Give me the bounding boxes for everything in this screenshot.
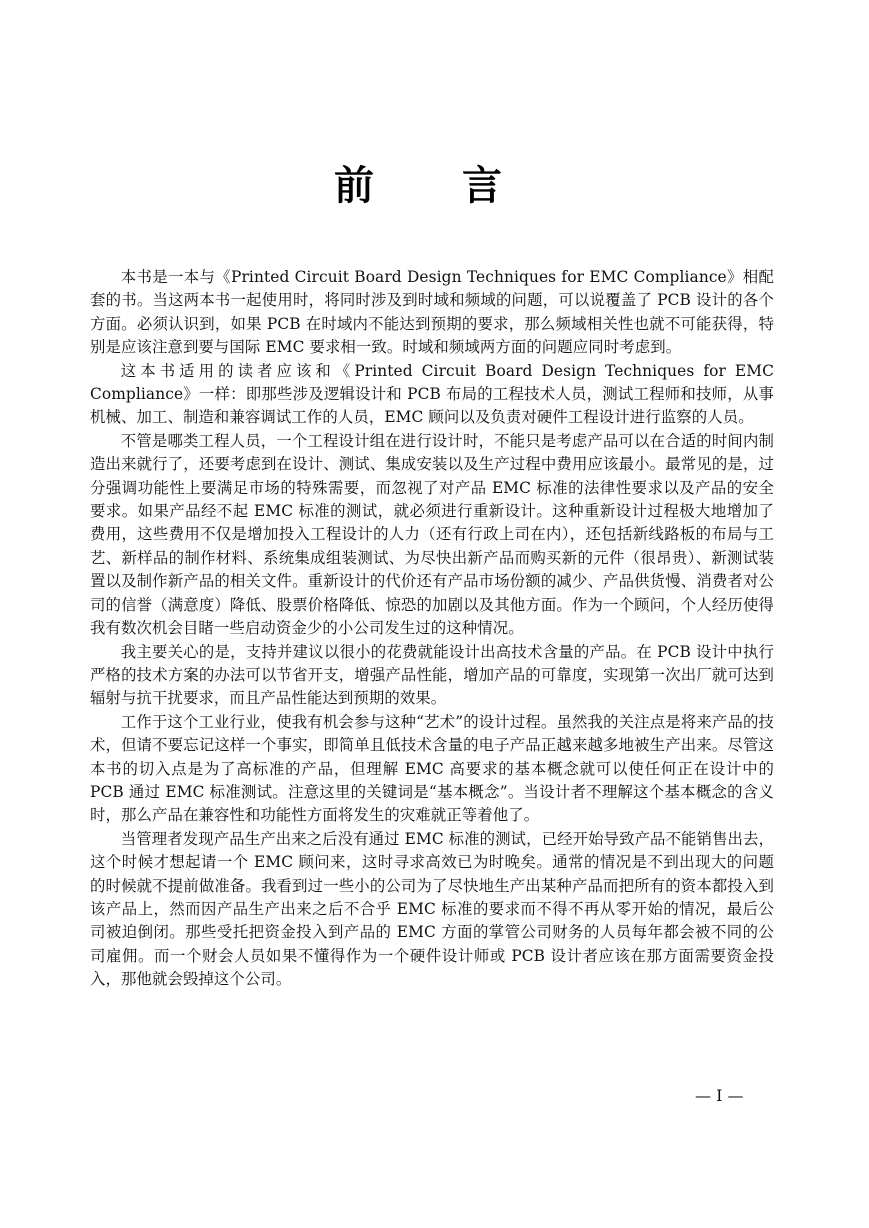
paragraph-3: 不管是哪类工程人员，一个工程设计组在进行设计时，不能只是考虑产品可以在合适的时间内制造出来就行了，还要考虑到在设计、测试、集成安装以及生产过程中费用应该最小。最常见的是，过分强调功能性上要满足市场的特殊需要，而忽视了对产品 EMC 标准的法律性要求以及产品的安全要求。如果产品经不起 EMC 标准的测试，就必须进行重新设计。这种重新设计过程极大地增加了费用，这些费用不仅是增加投入工程设计的人力（还有行政上司在内），还包括新线路板的布局与工艺、新样品的制作材料、系统集成组装测试、为尽快出新产品而购买新的元件（很昂贵）、新测试装置以及制作新产品的相关文件。重新设计的代价还有产品市场份额的减少、产品供货慢、消费者对公司的信誉（满意度）降低、股票价格降低、惊恐的加剧以及其他方面。作为一个顾问，个人经历使得我有数次机会目睹一些启动资金少的小公司发生过的这种情况。: [90, 431, 774, 638]
preface-body: [90, 266, 774, 992]
title-char-2: 言: [462, 163, 502, 209]
page-title: [0, 156, 869, 216]
paragraph-1: 本书是一本与《Printed Circuit Board Design Techniques for EMC Compliance》相配套的书。当这两本书一起使用时，将同时涉及到时域和频域的问题，可以说覆盖了 PCB 设计的各个方面。必须认识到，如果 PCB 在时域内不能达到预期的要求，那么频域相关性也就不可能获得，特别是应该注意到要与国际 EMC 要求相一致。时域和频域两方面的问题应同时考虑到。: [90, 268, 774, 357]
paragraph-6: 当管理者发现产品生产出来之后没有通过 EMC 标准的测试，已经开始导致产品不能销售出去，这个时候才想起请一个 EMC 顾问来，这时寻求高效已为时晚矣。通常的情况是不到出现大的问题的时候就不提前做准备。我看到过一些小的公司为了尽快地生产出某种产品而把所有的资本都投入到该产品上，然而因产品生产出来之后不合乎 EMC 标准的要求而不得不再从零开始的情况，最后公司被迫倒闭。那些受托把资金投入到产品的 EMC 方面的掌管公司财务的人员每年都会被不同的公司雇佣。而一个财会人员如果不懂得作为一个硬件设计师或 PCB 设计者应该在那方面需要资金投入，那他就会毁掉这个公司。: [90, 829, 774, 989]
title-char-1: 前: [334, 163, 374, 209]
page-number: — Ⅰ —: [695, 1086, 744, 1105]
paragraph-2: 这本书适用的读者应该和《Printed Circuit Board Design Techniques for EMC Compliance》一样：即那些涉及逻辑设计和 PCB 布局的工程技术人员，测试工程师和技师，从事机械、加工、制造和兼容调试工作的人员，EMC 顾问以及负责对硬件工程设计进行监察的人员。: [90, 361, 774, 427]
paragraph-5: 工作于这个工业行业，使我有机会参与这种“艺术”的设计过程。虽然我的关注点是将来产品的技术，但请不要忘记这样一个事实，即简单且低技术含量的电子产品正越来越多地被生产出来。尽管这本书的切入点是为了高标准的产品，但理解 EMC 高要求的基本概念就可以使任何正在设计中的 PCB 通过 EMC 标准测试。注意这里的关键词是“基本概念”。当设计者不理解这个基本概念的含义时，那么产品在兼容性和功能性方面将发生的灾难就正等着他了。: [90, 712, 774, 825]
paragraph-4: 我主要关心的是，支持并建议以很小的花费就能设计出高技术含量的产品。在 PCB 设计中执行严格的技术方案的办法可以节省开支，增强产品性能，增加产品的可靠度，实现第一次出厂就可达到辐射与抗干扰要求，而且产品性能达到预期的效果。: [90, 642, 774, 708]
